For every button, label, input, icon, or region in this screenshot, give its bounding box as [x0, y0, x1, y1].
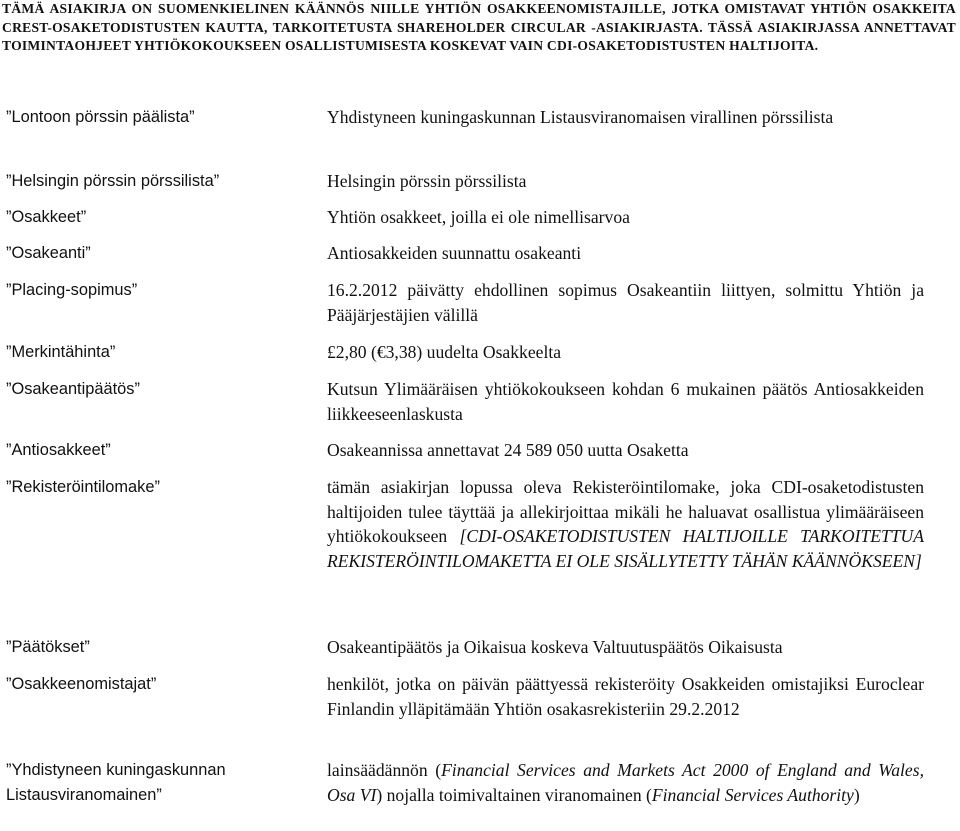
term-osakeantipaatos: ”Osakeantipäätös” [6, 380, 140, 398]
definition-osakeantipaatos: Kutsun Ylimääräisen yhtiökokoukseen kohdan 6 mukainen päätös Antiosakkeiden liikkeeseenlaskusta [327, 379, 924, 424]
definition-antiosakkeet: Osakeannissa annettavat 24 589 050 uutta Osaketta [327, 440, 689, 460]
definition-osakeanti: Antiosakkeiden suunnattu osakeanti [327, 243, 582, 263]
term-osakkeet: ”Osakkeet” [6, 208, 87, 226]
term-yhdistyneen-kuningaskunnan-listausviranomainen: ”Yhdistyneen kuningaskunnan Listausviranomainen” [6, 761, 226, 804]
definition-helsingin-porssin-porssilista: Helsingin pörssin pörssilista [327, 171, 527, 191]
definition-placing-sopimus: 16.2.2012 päivätty ehdollinen sopimus Osakeantiin liittyen, solmittu Yhtiön ja Pääjärjestäjien välillä [327, 280, 924, 325]
definition-paatokset: Osakeantipäätös ja Oikaisua koskeva Valtuutuspäätös Oikaisusta [327, 637, 783, 657]
definition-merkintahinta: £2,80 (€3,38) uudelta Osakkeelta [327, 342, 562, 362]
definition-uk-listing-text-1: lainsäädännön ( [327, 760, 442, 780]
definition-uk-listing-fsa: Financial Services Authority [651, 784, 854, 805]
term-placing-sopimus: ”Placing-sopimus” [6, 281, 138, 299]
definition-rekisterointilomake [327, 475, 924, 573]
header-notice: TÄMÄ ASIAKIRJA ON SUOMENKIELINEN KÄÄNNÖS NIILLE YHTIÖN OSAKKEENOMISTAJILLE, JOTKA OMISTAVAT YHTIÖN OSAKKEITA CREST-OSAKETODISTUSTEN KAUTTA, TARKOITETUSTA SHAREHOLDER CIRCULAR -ASIAKIRJASTA. TÄSSÄ ASIAKIRJASSA ANNETTAVAT TOIMINTAOHJEET YHTIÖKOKOUKSEEN OSALLISTUMISESTA KOSKEVAT VAIN CDI-OSAKETODISTUSTEN HALTIJOITA. [2, 1, 956, 53]
term-rekisterointilomake: ”Rekisteröintilomake” [6, 478, 160, 496]
term-paatokset: ”Päätökset” [6, 638, 90, 656]
term-osakeanti: ”Osakeanti” [6, 244, 91, 262]
definition-rekisterointilomake-text: tämän asiakirjan lopussa oleva Rekisteröintilomake, joka CDI-osaketodistusten haltijoiden tulee täyttää ja allekirjoittaa mikäli he haluavat osallistua ylimääräiseen yhtiökokoukseen [327, 477, 924, 546]
definition-osakkeenomistajat: henkilöt, jotka on päivän päättyessä rekisteröity Osakkeiden omistajiksi Euroclear Finlandin ylläpitämään Yhtiön osakasrekisteriin 29.2.2012 [327, 674, 924, 719]
definition-lontoon-porssin-paalista: Yhdistyneen kuningaskunnan Listausviranomaisen virallinen pörssilista [327, 107, 834, 127]
definition-rekisterointilomake-note: [CDI-OSAKETODISTUSTEN HALTIJOILLE TARKOITETTUA REKISTERÖINTILOMAKETTA EI OLE SISÄLLYTETTY TÄHÄN KÄÄNNÖKSEEN] [327, 526, 924, 571]
definition-uk-listing-act: Financial Services and Markets Act 2000 of England and Wales, Osa VI [327, 760, 924, 805]
definition-uk-listing-text-3: ) [853, 784, 860, 805]
term-osakkeenomistajat: ”Osakkeenomistajat” [6, 675, 157, 693]
term-helsingin-porssin-porssilista: ”Helsingin pörssin pörssilista” [6, 172, 220, 190]
definition-osakkeet: Yhtiön osakkeet, joilla ei ole nimellisarvoa [327, 207, 630, 227]
term-antiosakkeet: ”Antiosakkeet” [6, 441, 111, 459]
term-merkintahinta: ”Merkintähinta” [6, 343, 116, 361]
term-lontoon-porssin-paalista: ”Lontoon pörssin päälista” [6, 108, 195, 126]
definition-uk-listing-text-2: ) nojalla toimivaltainen viranomainen ( [376, 784, 652, 805]
definition-yhdistyneen-kuningaskunnan-listausviranomainen [327, 758, 924, 807]
